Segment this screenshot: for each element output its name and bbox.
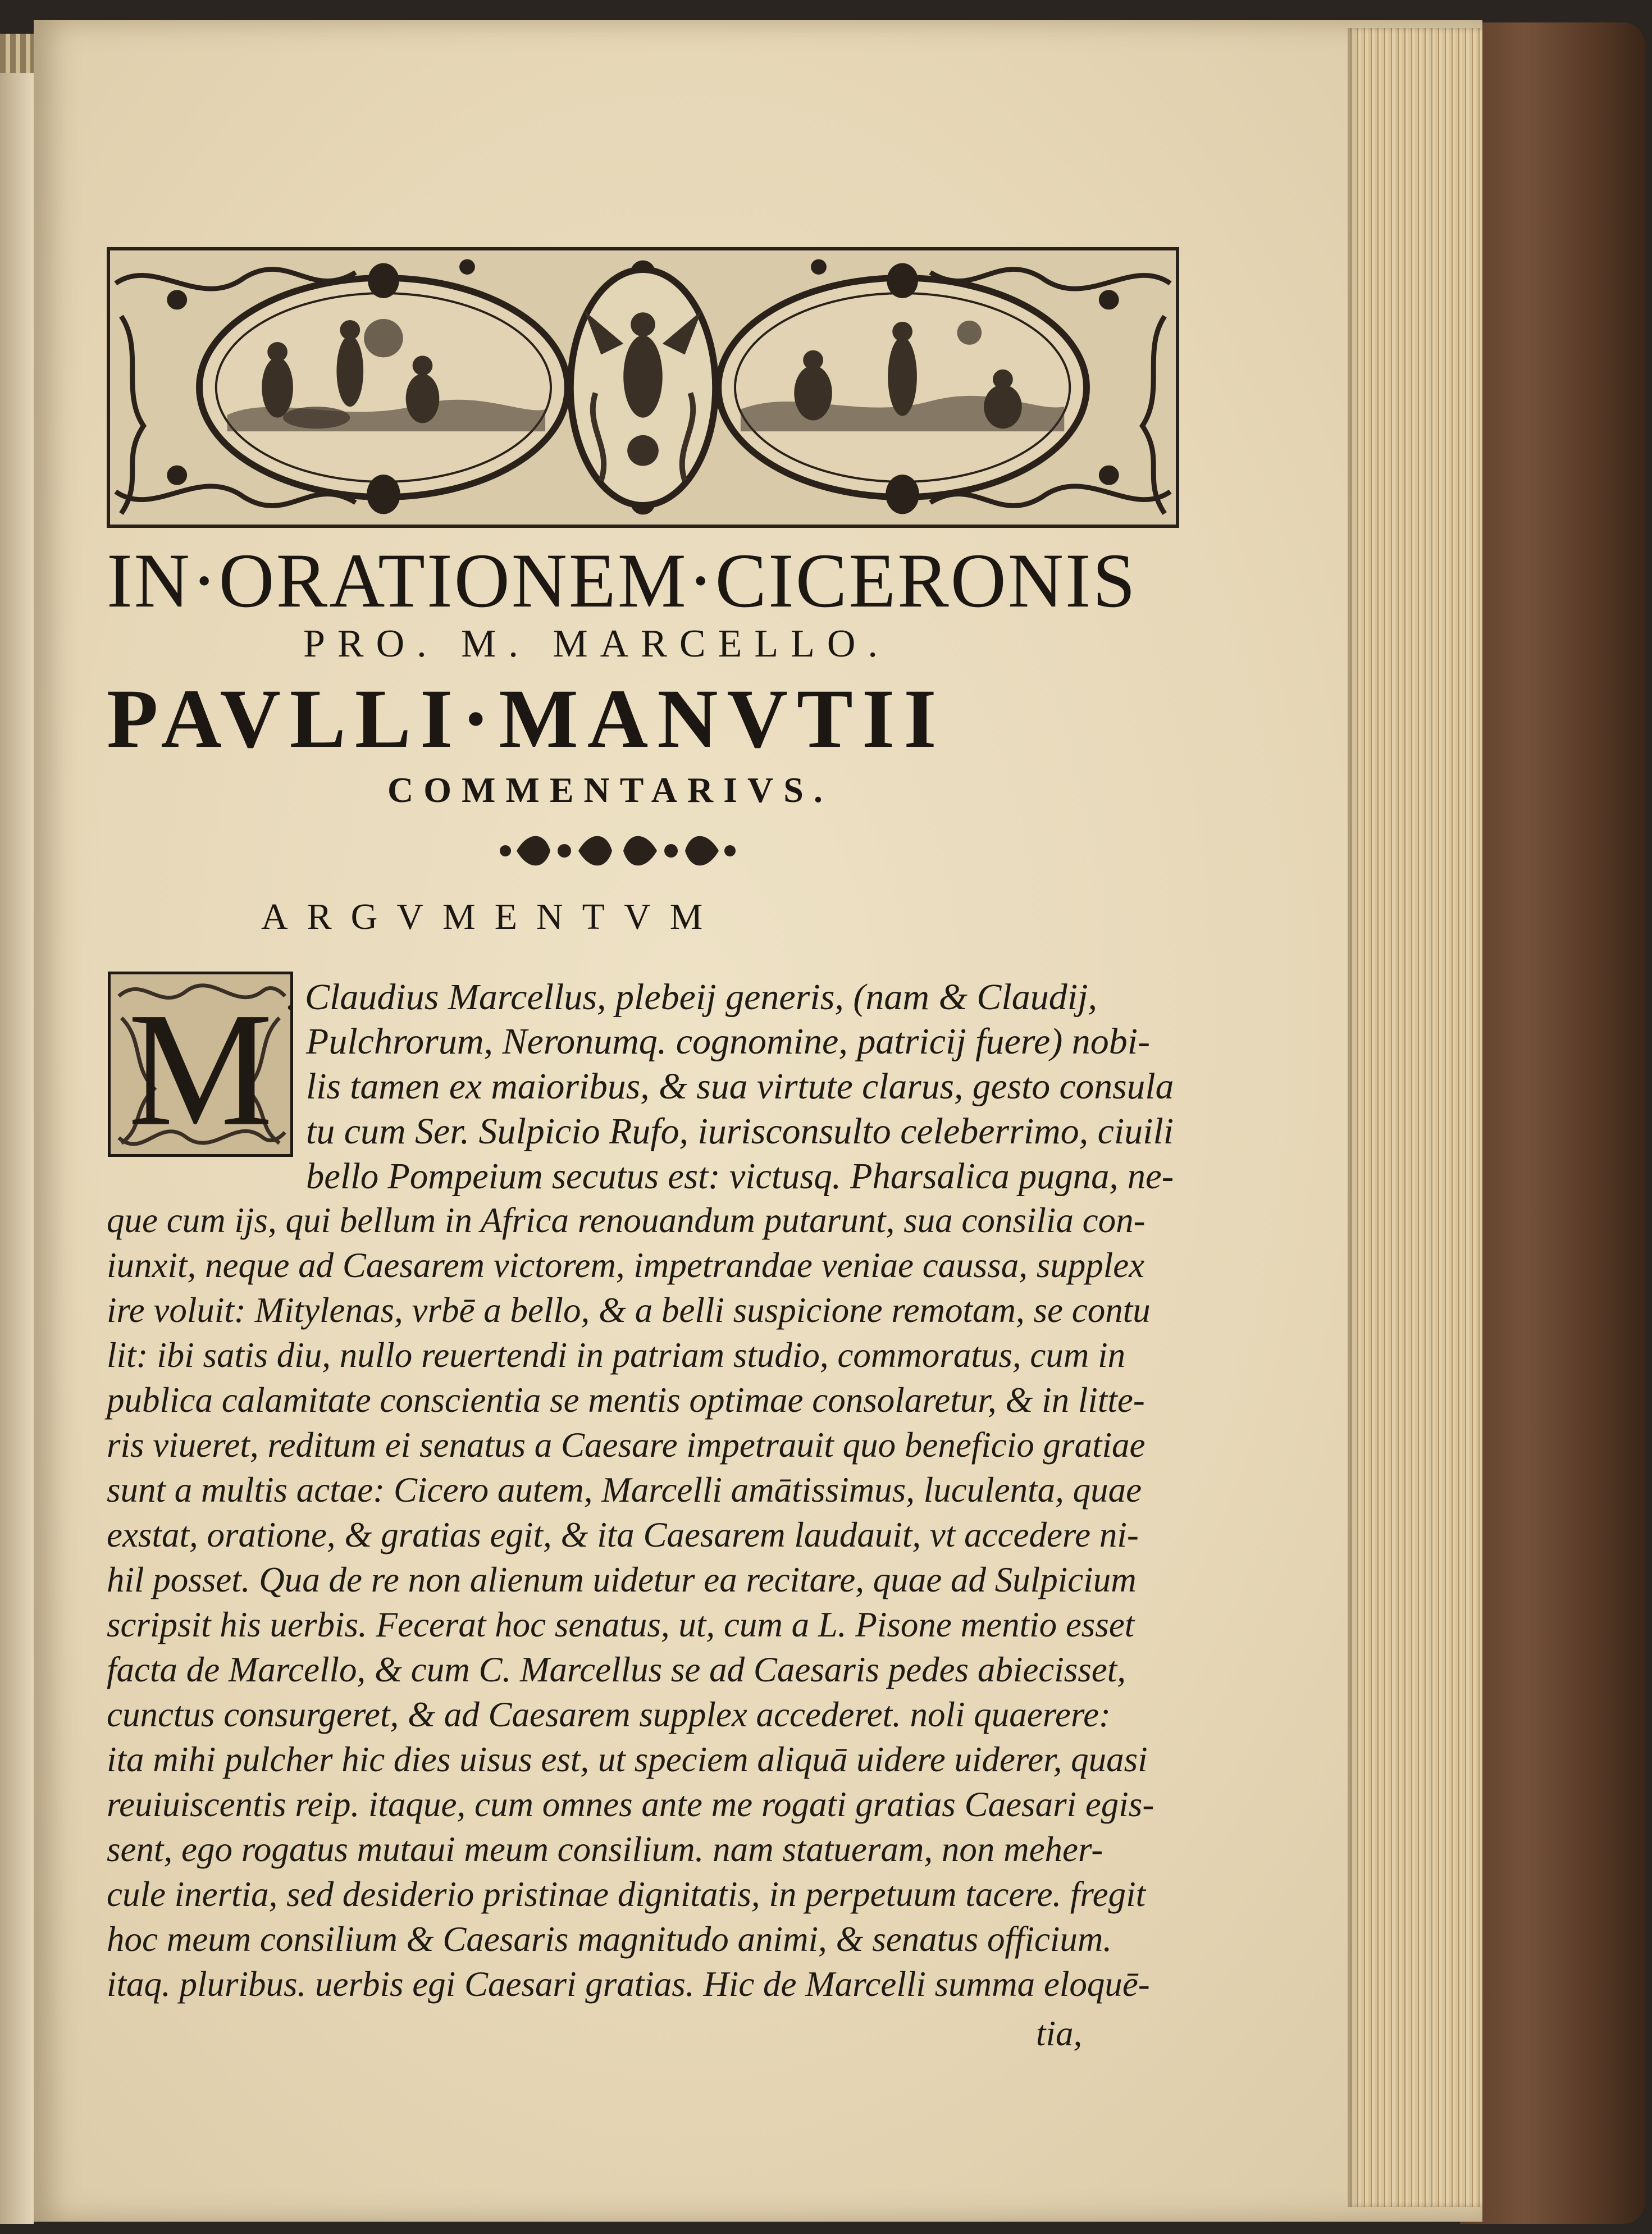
body-line: lis tamen ex maioribus, & sua virtute clarus, gesto consula — [306, 1066, 1174, 1107]
body-line: hoc meum consilium & Caesaris magnitudo animi, & senatus officium. — [107, 1920, 1112, 1959]
body-line: cule inertia, sed desiderio pristinae dignitatis, in perpetuum tacere. fregit — [107, 1875, 1146, 1914]
show-through-page-number — [272, 180, 282, 225]
body-line: itaq. pluribus. uerbis egi Caesari gratias. Hic de Marcelli summa eloquē- — [107, 1964, 1150, 2004]
body-line: reuiuiscentis reip. itaque, cum omnes ante me rogati gratias Caesari egis- — [107, 1785, 1154, 1824]
catchword: tia, — [1036, 2014, 1083, 2053]
body-line: ita mihi pulcher hic dies uisus est, ut speciem aliquā uidere uiderer, quasi — [107, 1740, 1148, 1779]
body-line: . Claudius Marcellus, plebeij generis, (nam & Claudij, — [286, 977, 1097, 1018]
body-line: cunctus consurgeret, & ad Caesarem supplex accederet. noli quaerere: — [107, 1695, 1111, 1734]
drop-cap-letter: M — [127, 978, 273, 1154]
title-line-3: PAVLLI·MANVTII — [107, 672, 946, 765]
title-line-4: COMMENTARIVS. — [387, 770, 833, 810]
body-line: ris viueret, reditum ei senatus a Caesare impetrauit quo beneficio gratiae — [107, 1425, 1146, 1465]
body-line: lit: ibi satis diu, nullo reuertendi in patriam studio, commoratus, cum in — [107, 1335, 1126, 1375]
page-fore-edges — [1348, 28, 1482, 2207]
body-line: publica calamitate conscientia se mentis optimae consolaretur, & in litte- — [107, 1380, 1145, 1420]
body-line: iunxit, neque ad Caesarem victorem, impetrandae veniae caussa, supplex — [107, 1246, 1145, 1285]
title-line-1: IN·ORATIONEM·CICERONIS — [107, 537, 1137, 623]
body-line: Pulchrorum, Neronumq. cognomine, patricij fuere) nobi- — [306, 1021, 1151, 1062]
body-line: exstat, oratione, & gratias egit, & ita Caesarem laudauit, vt accedere ni- — [107, 1515, 1139, 1554]
body-line: scripsit his uerbis. Fecerat hoc senatus, ut, cum a L. Pisone mentio esset — [107, 1605, 1135, 1644]
title-line-2: PRO. M. MARCELLO. — [303, 622, 890, 665]
body-line: facta de Marcello, & cum C. Marcellus se ad Caesaris pedes abiecisset, — [107, 1650, 1126, 1689]
woodcut-headpiece — [107, 247, 1179, 528]
body-line: tu cum Ser. Sulpicio Rufo, iurisconsulto celeberrimo, ciuili — [306, 1111, 1174, 1152]
body-line: sunt a multis actae: Cicero autem, Marcelli amātissimus, luculenta, quae — [107, 1470, 1142, 1510]
body-line: que cum ijs, qui bellum in Africa renouandum putarunt, sua consilia con- — [107, 1201, 1146, 1240]
decorated-initial — [108, 972, 293, 1157]
book-cover — [1460, 22, 1645, 2224]
body-line: hil posset. Qua de re non alienum uidetur ea recitare, quae ad Sulpicium — [107, 1560, 1137, 1599]
body-line: ire voluit: Mitylenas, vrbē a bello, & a belli suspicione remotam, se contu — [107, 1291, 1151, 1330]
body-line: bello Pompeium secutus est: victusq. Pharsalica pugna, ne- — [306, 1156, 1174, 1197]
argumentum-heading: ARGVMENTVM — [261, 896, 722, 937]
body-line: sent, ego rogatus mutaui meum consilium. nam statueram, non meher- — [107, 1830, 1103, 1869]
left-page-edge — [0, 34, 34, 2224]
typographic-ornament — [494, 826, 741, 876]
